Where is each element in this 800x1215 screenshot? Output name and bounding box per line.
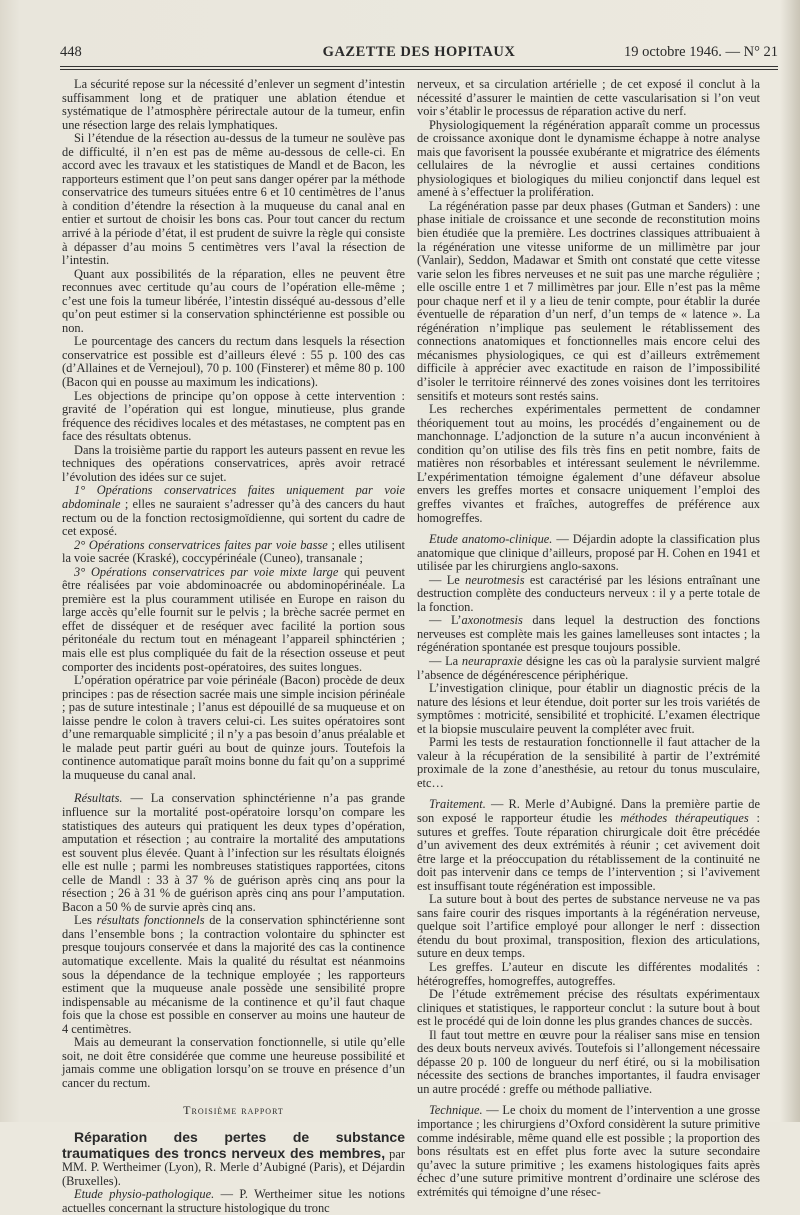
paragraph: Les recherches expérimentales permettent de condamner théoriquement tout au moins, les procédés d’engainement ou de manchonnage. L’adjonction de la suture n’a aucun inconvénient à condition qu’on utilise des fils très fins en petit nombre, faits de matières non résorbables et intéressant seulement le névrilemme. L’expérimentation témoigne également d’une défaveur absolue envers les greffes mortes et consacre uniquement l’emploi des greffes vivantes et fraîches, autogreffes de préférence aux homogreffes. — [417, 402, 760, 525]
emphasis: Etude anatomo-clinique. — [429, 532, 553, 547]
emphasis: Etude physio-pathologique. — [74, 1187, 215, 1202]
paragraph: 2° Opérations conservatrices faites par voie basse ; elles utilisent la voie sacrée (Kraské), coccypérinéale (Cuneo), transanale ; — [62, 537, 405, 566]
emphasis: 1° Opérations conservatrices faites uniquement par voie abdominale — [62, 483, 405, 511]
emphasis: Technique. — [429, 1103, 483, 1118]
header-rule-thin — [60, 69, 778, 70]
right-column — [417, 78, 760, 1199]
paragraph: Quant aux possibilités de la réparation, elles ne peuvent être reconnues avec certitude qu’au cours de l’opération elle-même ; c’est une fois la tumeur libérée, l’intestin disséqué au-dessous d’elle qu’on peut estimer si la conservation sphinctérienne est possible ou non. — [62, 266, 405, 335]
header-rule — [60, 66, 778, 67]
paragraph: Physiologiquement la régénération apparaît comme un processus de croissance axonique dont le dynamisme échappe à notre analyse mais que favorisent la poussée exubérante et migratrice des éléments cellulaires de la névroglie et aussi certaines conditions physiologiques et biologiques du milieu conjonctif dans lequel est amené à s’effectuer la prolifération. — [417, 117, 760, 200]
paragraph: 1° Opérations conservatrices faites uniquement par voie abdominale ; elles ne sauraient s’adresser qu’à des cancers du haut rectum ou de la fonction rectosigmoïdienne, qui sortent du cadre de cet exposé. — [62, 483, 405, 539]
paragraph: La suture bout à bout des pertes de substance nerveuse ne va pas sans faire courir des risques importants à la régénération nerveuse, quelque soit l’artifice employé pour allonger le nerf : dissection étendu du bout proximal, transposition, flexion des articulations, suture en deux temps. — [417, 892, 760, 961]
emphasis: axonotmesis — [461, 613, 523, 628]
paragraph: nerveux, et sa circulation artérielle ; de cet exposé il conclut à la nécessité d’assurer le maintien de cette vascularisation si l’on veut voir s’établir le processus de réparation active du nerf. — [417, 77, 760, 119]
emphasis: 3° Opérations conservatrices par voie mixte large — [74, 564, 339, 579]
paragraph: Technique. — Le choix du moment de l’intervention a une grosse importance ; les chirurgiens d’Oxford considèrent la suture primitive comme indésirable, même quand elle est possible ; la proportion des bons résultats est en effet plus forte avec la suture secondaire qu’avec la suture primitive ; les examens histologiques faits après échec d’une suture primitive montrent d’ordinaire une sclérose des extrémités qui témoigne d’une résec- — [417, 1103, 760, 1199]
left-column — [62, 78, 405, 1215]
paragraph: Mais au demeurant la conservation fonctionnelle, si utile qu’elle soit, ne doit être considérée que comme une heureuse possibilité et jamais comme une obligation lorsqu’on se trouve en présence d’un cancer du rectum. — [62, 1035, 405, 1090]
paragraph: Les objections de principe qu’on oppose à cette intervention : gravité de l’opération qui est longue, minutieuse, plus grande fréquence des récidives locales et des métastases, ne comptent pas en face des résultats obtenus. — [62, 388, 406, 444]
emphasis: méthodes thérapeutiques — [620, 810, 749, 825]
journal-title: GAZETTE DES HOPITAUX — [322, 44, 516, 60]
paragraph: De l’étude extrêmement précise des résultats expérimentaux cliniques et statistiques, le rapporteur conclut : la suture bout à bout est le procédé qui de loin donne les plus grandes chances de succès. — [417, 987, 760, 1029]
emphasis: résultats fonctionnels — [96, 913, 205, 928]
paragraph: Dans la troisième partie du rapport les auteurs passent en revue les techniques des opérations conservatrices, après avoir retracé l’évolution des idées sur ce sujet. — [62, 442, 405, 484]
issue-date: 19 octobre 1946. — N° 21 — [624, 44, 778, 60]
paragraph: L’investigation clinique, pour établir un diagnostic précis de la nature des lésions et leur étendue, doit porter sur les trois variétés de symptômes : motricité, sensibilité et trophicité. L’examen électrique et la biopsie musculaire peuvent la compléter avec fruit. — [417, 681, 760, 736]
article-header — [62, 1130, 405, 1188]
paragraph: Les résultats fonctionnels de la conservation sphinctérienne sont dans l’ensemble bons ; la contraction volontaire du sphincter est presque toujours conservée et dans la majorité des cas la continence automatique excellente. Mais la qualité du résultat est néanmoins sous la dépendance de la technique employée ; les rapporteurs estiment que la muqueuse anale possède une sensibilité propre indispensable au mécanisme de la continence et qu’il faut chaque fois que la chose est possible en conserver au moins une hauteur de 4 centimètres. — [62, 913, 405, 1036]
paragraph: — Le neurotmesis est caractérisé par les lésions entraînant une destruction complète des conducteurs nerveux : il y a perte totale de la fonction. — [417, 572, 761, 614]
emphasis: Traitement. — [429, 797, 486, 812]
paragraph: La régénération passe par deux phases (Gutman et Sanders) : une phase initiale de croissance et une seconde de reconstitution moins bien étudiée que la première. Les doctrines classiques attribuaient à la régénération une vitesse uniforme de un millimètre par jour (Vanlair), Seddon, Madawar et Smith ont constaté que cette vitesse varie selon les fibres nerveuses et ne suit pas une marche régulière ; elle oscille entre 1 et 7 millimètres par jour. Elle n’est pas la même pour chaque nerf et il y a lieu de tenir compte, pour établir la durée éventuelle de réparation d’un nerf, d’un temps de « latence ». La régénération n’implique pas seulement le rétablissement des connections anatomiques et fonctionnelles mais encore celui des mécanismes physiologiques, ce qui est d’ailleurs extrêmement difficile à apprécier avec exactitude en raison de l’impossibilité d’isoler le territoire réinnervé des zones voisines dont les territoires sensitifs et moteurs sont restés sains. — [417, 198, 760, 403]
paragraph: Etude physio-pathologique. — P. Wertheimer situe les notions actuelles concernant la structure histologique du tronc — [62, 1187, 405, 1215]
emphasis: Résultats. — [74, 791, 123, 806]
paragraph: L’opération opératrice par voie périnéale (Bacon) procède de deux principes : pas de résection sacrée mais une simple incision périnéale ; pas de suture intestinale ; l’anus est dépouillé de sa muqueuse et on laisse pendre le colon à travers celui-ci. Les suites opératoires sont d’une remarquable simplicité ; il n’y a pas besoin d’anus préalable et le malade peut partir guéri au bout de quinze jours. Toutefois la continence automatique paraît moins bonne du fait qu’on a supprimé la muqueuse du canal anal. — [62, 673, 405, 782]
paragraph: Parmi les tests de restauration fonctionnelle il faut attacher de la valeur à la récupération de la sensibilité à partir de l’extrémité proximale de la zone d’anesthésie, au retour du tonus musculaire, etc… — [417, 735, 760, 790]
emphasis: 2° Opérations conservatrices faites par voie basse — [74, 537, 328, 552]
article-authors: par MM. P. Wertheimer (Lyon), R. Merle d’Aubigné (Paris), et Déjardin (Bruxelles). — [62, 1146, 406, 1188]
page-number: 448 — [60, 44, 82, 60]
paragraph: Traitement. — R. Merle d’Aubigné. Dans la première partie de son exposé le rapporteur étudie les méthodes thérapeutiques : sutures et greffes. Toute réparation chirurgicale doit être précédée d’un avivement des deux extrémités à réunir ; cet avivement doit être large et la préoccupation du rétablissement de la continuité ne doit pas intervenir dans ce temps de l’intervention ; si l’avivement est insuffisant toute régénération est impossible. — [417, 797, 760, 893]
article-title: Réparation des pertes de substance traumatiques des troncs nerveux des membres, — [62, 1129, 405, 1161]
emphasis: neurapraxie — [461, 653, 523, 668]
page-header — [60, 44, 778, 64]
paragraph: La sécurité repose sur la nécessité d’enlever un segment d’intestin suffisamment long et de pratiquer une ablation étendue et systématique de l’atmosphère périrectale autour de la tumeur, enfin une résection large des relais lymphatiques. — [62, 77, 405, 132]
paragraph: 3° Opérations conservatrices par voie mixte large qui peuvent être réalisées par voie abdominoacrée ou abdominopérinéale. La première est la plus couramment utilisée en Europe en raison du large accès qu’elle fournit sur le pelvis ; la brèche sacrée permet en effet de disséquer et de reséquer avec facilité la portion sous péritonéale du rectum tout en ménageant l’appareil sphinctérien ; mais elle est plus compliquée du fait de la résection osseuse et peut comporter des incidents post-opératoires, des suites longues. — [62, 564, 405, 674]
paragraph: — La neurapraxie désigne les cas où la paralysie survient malgré l’absence de dégénérescence périphérique. — [417, 653, 761, 682]
paragraph: — L’axonotmesis dans lequel la destruction des fonctions nerveuses est complète mais les gaines lamelleuses sont intactes ; la régénération spontanée est presque toujours possible. — [417, 613, 761, 655]
paragraph: Etude anatomo-clinique. — Déjardin adopte la classification plus anatomique que clinique d’ailleurs, proposé par H. Cohen en 1941 et utilisée par les chirurgiens anglo-saxons. — [417, 532, 760, 574]
paragraph: Le pourcentage des cancers du rectum dans lesquels la résection conservatrice est possible est d’ailleurs élevé : 55 p. 100 des cas (d’Allaines et de Vernejoul), 70 p. 100 (Finsterer) et même 80 p. 100 (Bacon qui en pousse au maximum les indications). — [62, 334, 405, 390]
paragraph: Il faut tout mettre en œuvre pour la réaliser sans mise en tension des deux bouts nerveux avivés. Toutefois si l’allongement nécessaire dépasse 20 p. 100 de longueur du nerf étiré, ou si la mobilisation nécessite des sections de branches importantes, il faudra envisager un autre procédé : greffe ou méthode palliative. — [417, 1027, 760, 1096]
paragraph: Résultats. — La conservation sphinctérienne n’a pas grande influence sur la mortalité post-opératoire lorsqu’on compare les statistiques des auteurs qui pratiquent les deux types d’opération, amputation et résection ; au contraire la mortalité des amputations est souvent plus élevée. Quant à l’infection sur les résultats éloignés elle est nulle ; parmi les nombreuses statistiques rapportées, citons celle de Mandl : 33 à 37 % de guérison après cinq ans pour la résection ; 26 à 31 % de guérison après cinq ans pour l’amputation. Bacon a 50 % de survie après cinq ans. — [62, 791, 405, 914]
emphasis: neurotmesis — [465, 572, 525, 587]
paragraph: Si l’étendue de la résection au-dessus de la tumeur ne soulève pas de difficulté, il n’en est pas de même au-dessous de celle-ci. En accord avec les travaux et les statistiques de Mandl et de Bacon, les rapporteurs estiment que l’on peut sans danger opérer par la méthode conservatrice des tumeurs situées entre 6 et 10 centimètres de l’anus à condition d’étendre la résection à la muqueuse du canal anal en entier et surtout de choisir les bons cas. Pour tout cancer du rectum arrivé à la période d’état, il est prudent de suivre la règle qui consiste à dépasser d’au moins 5 centimètres vers l’aval la résection de l’intestin. — [62, 131, 405, 268]
section-heading: Troisième rapport — [183, 1103, 284, 1118]
paragraph: Les greffes. L’auteur en discute les différentes modalités : hétérogreffes, homogreffes, autogreffes. — [417, 960, 760, 988]
